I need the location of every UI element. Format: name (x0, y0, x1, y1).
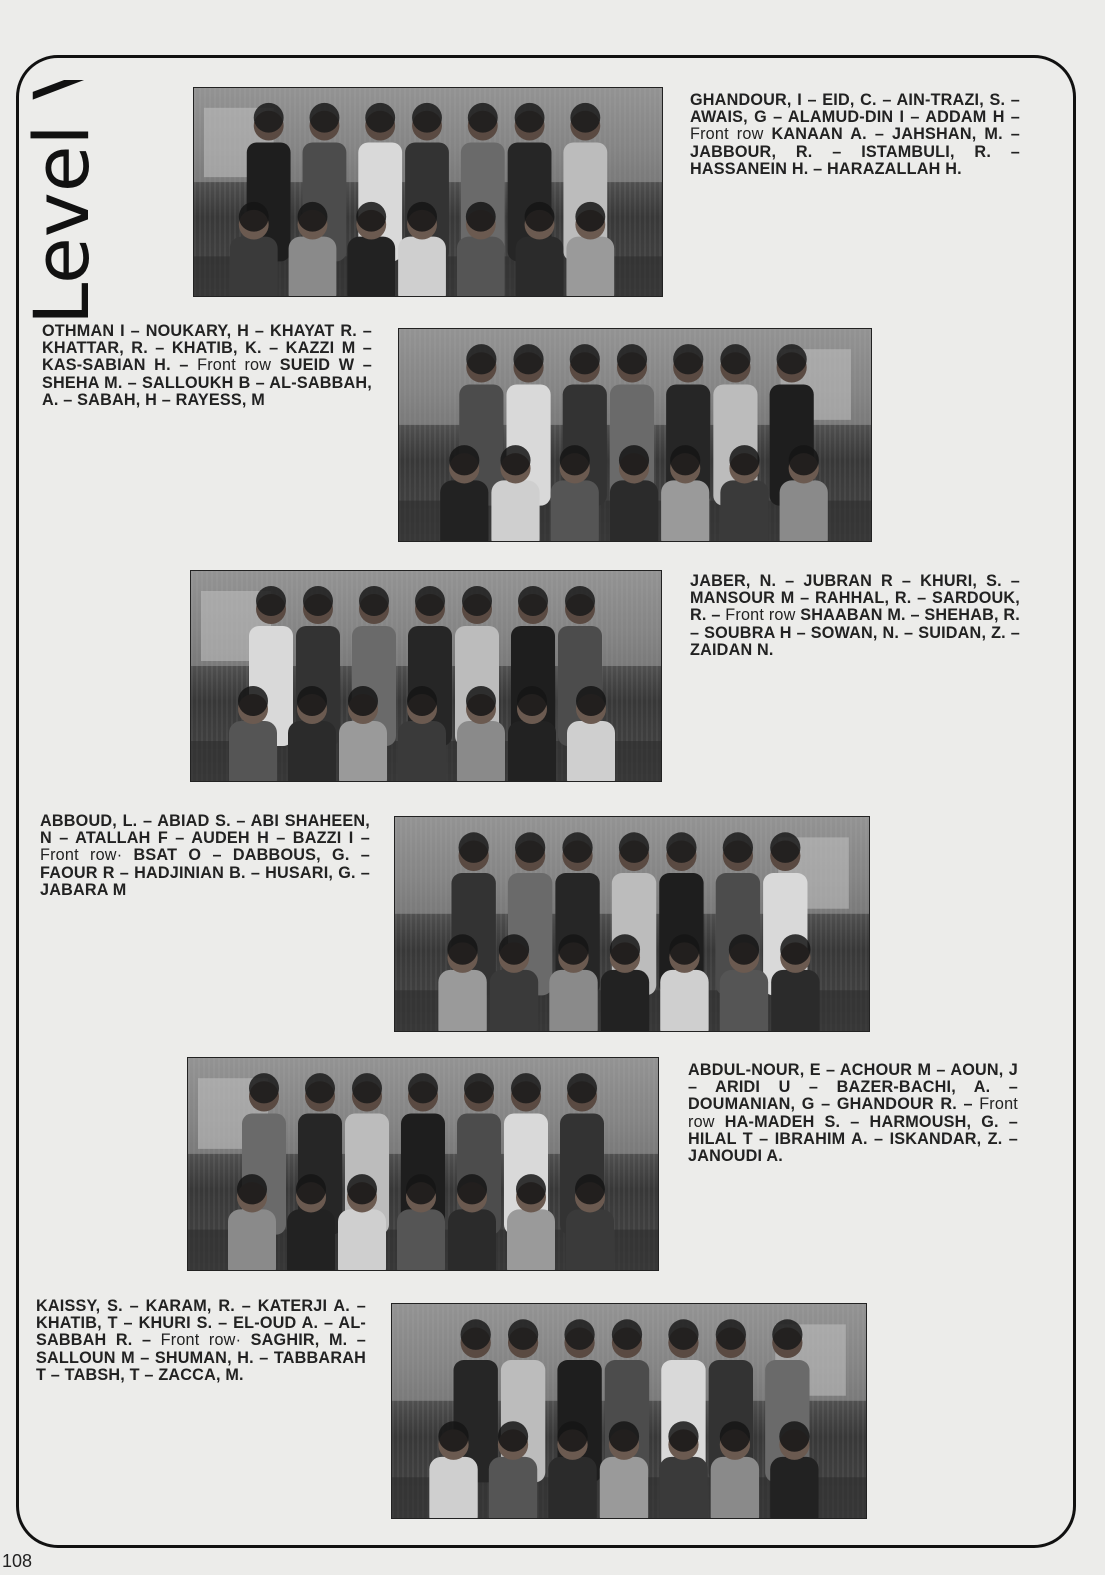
caption-1-names: GHANDOUR, I – EID, C. – AIN-TRAZI, S. – AWAIS, G – ALAMUD-DIN I – ADDAM H – (690, 91, 1020, 127)
photo-silhouettes (392, 1304, 866, 1518)
caption-2-names: OTHMAN I – NOUKARY, H – KHAYAT R. – KHATTAR, R. – KHATIB, K. – KAZZI M – KAS-SABIAN H. – (42, 322, 372, 375)
photo-silhouettes (395, 817, 869, 1031)
page-number: 108 (2, 1551, 33, 1571)
caption-3 (690, 573, 1020, 659)
caption-2 (42, 323, 372, 409)
photo-silhouettes (188, 1058, 658, 1270)
class-photo-2 (398, 328, 872, 542)
caption-6 (36, 1298, 366, 1384)
caption-3-front-row: Front row (725, 606, 796, 625)
photo-silhouettes (194, 88, 662, 296)
caption-3-names-front: SHAABAN M. – SHEHAB, R. – SOUBRA H – SOWAN, N. – SUIDAN, Z. – ZAIDAN N. (690, 606, 1020, 659)
class-photo-6 (391, 1303, 867, 1519)
caption-4-front-row: Front row· (40, 846, 123, 865)
caption-2-names-front: SUEID W – SHEHA M. – SALLOUKH B – AL-SABBAH, A. – SABAH, H – RAYESS, M (42, 356, 372, 409)
caption-6-names: KAISSY, S. – KARAM, R. – KATERJI A. – KHATIB, T – KHURI S. – EL-OUD A. – AL-SABBAH R. – (36, 1297, 366, 1350)
class-photo-1 (193, 87, 663, 297)
caption-2-front-row: Front row (197, 356, 272, 375)
caption-4-names: ABBOUD, L. – ABIAD S. – ABI SHAHEEN, N – ATALLAH F – AUDEH H – BAZZI I – (40, 812, 370, 848)
caption-5-names: ABDUL-NOUR, E – ACHOUR M – AOUN, J – ARIDI U – BAZER-BACHI, A. – DOUMANIAN, G – GHANDOUR R. – (688, 1061, 1018, 1114)
caption-6-names-front: SAGHIR, M. – SALLOUN M – SHUMAN, H. – TABBARAH T – TABSH, T – ZACCA, M. (36, 1331, 366, 1384)
caption-5 (688, 1062, 1018, 1165)
caption-1-names-front: KANAAN A. – JAHSHAN, M. – JABBOUR, R. – ISTAMBULI, R. – HASSANEIN H. – HARAZALLAH H. (690, 125, 1020, 178)
class-photo-4 (394, 816, 870, 1032)
photo-silhouettes (399, 329, 871, 541)
caption-3-names: JABER, N. – JUBRAN R – KHURI, S. – MANSOUR M – RAHHAL, R. – SARDOUK, R. – (690, 572, 1020, 625)
level-title (10, 80, 110, 340)
level-title-vertical (10, 80, 110, 340)
caption-1 (690, 92, 1020, 178)
level-title-text: Level V (17, 80, 106, 325)
caption-1-front-row: Front row (690, 125, 764, 144)
caption-5-names-front: HA-MADEH S. – HARMOUSH, G. – HILAL T – IBRAHIM A. – ISKANDAR, Z. – JANOUDI A. (688, 1112, 1018, 1166)
photo-silhouettes (191, 571, 661, 781)
caption-6-front-row: Front row· (160, 1331, 242, 1350)
caption-4 (40, 813, 370, 899)
caption-5-front-row: Front row (688, 1095, 1018, 1131)
class-photo-5 (187, 1057, 659, 1271)
caption-4-names-front: BSAT O – DABBOUS, G. – FAOUR R – HADJINIAN B. – HUSARI, G. – JABARA M (40, 846, 370, 899)
class-photo-3 (190, 570, 662, 782)
